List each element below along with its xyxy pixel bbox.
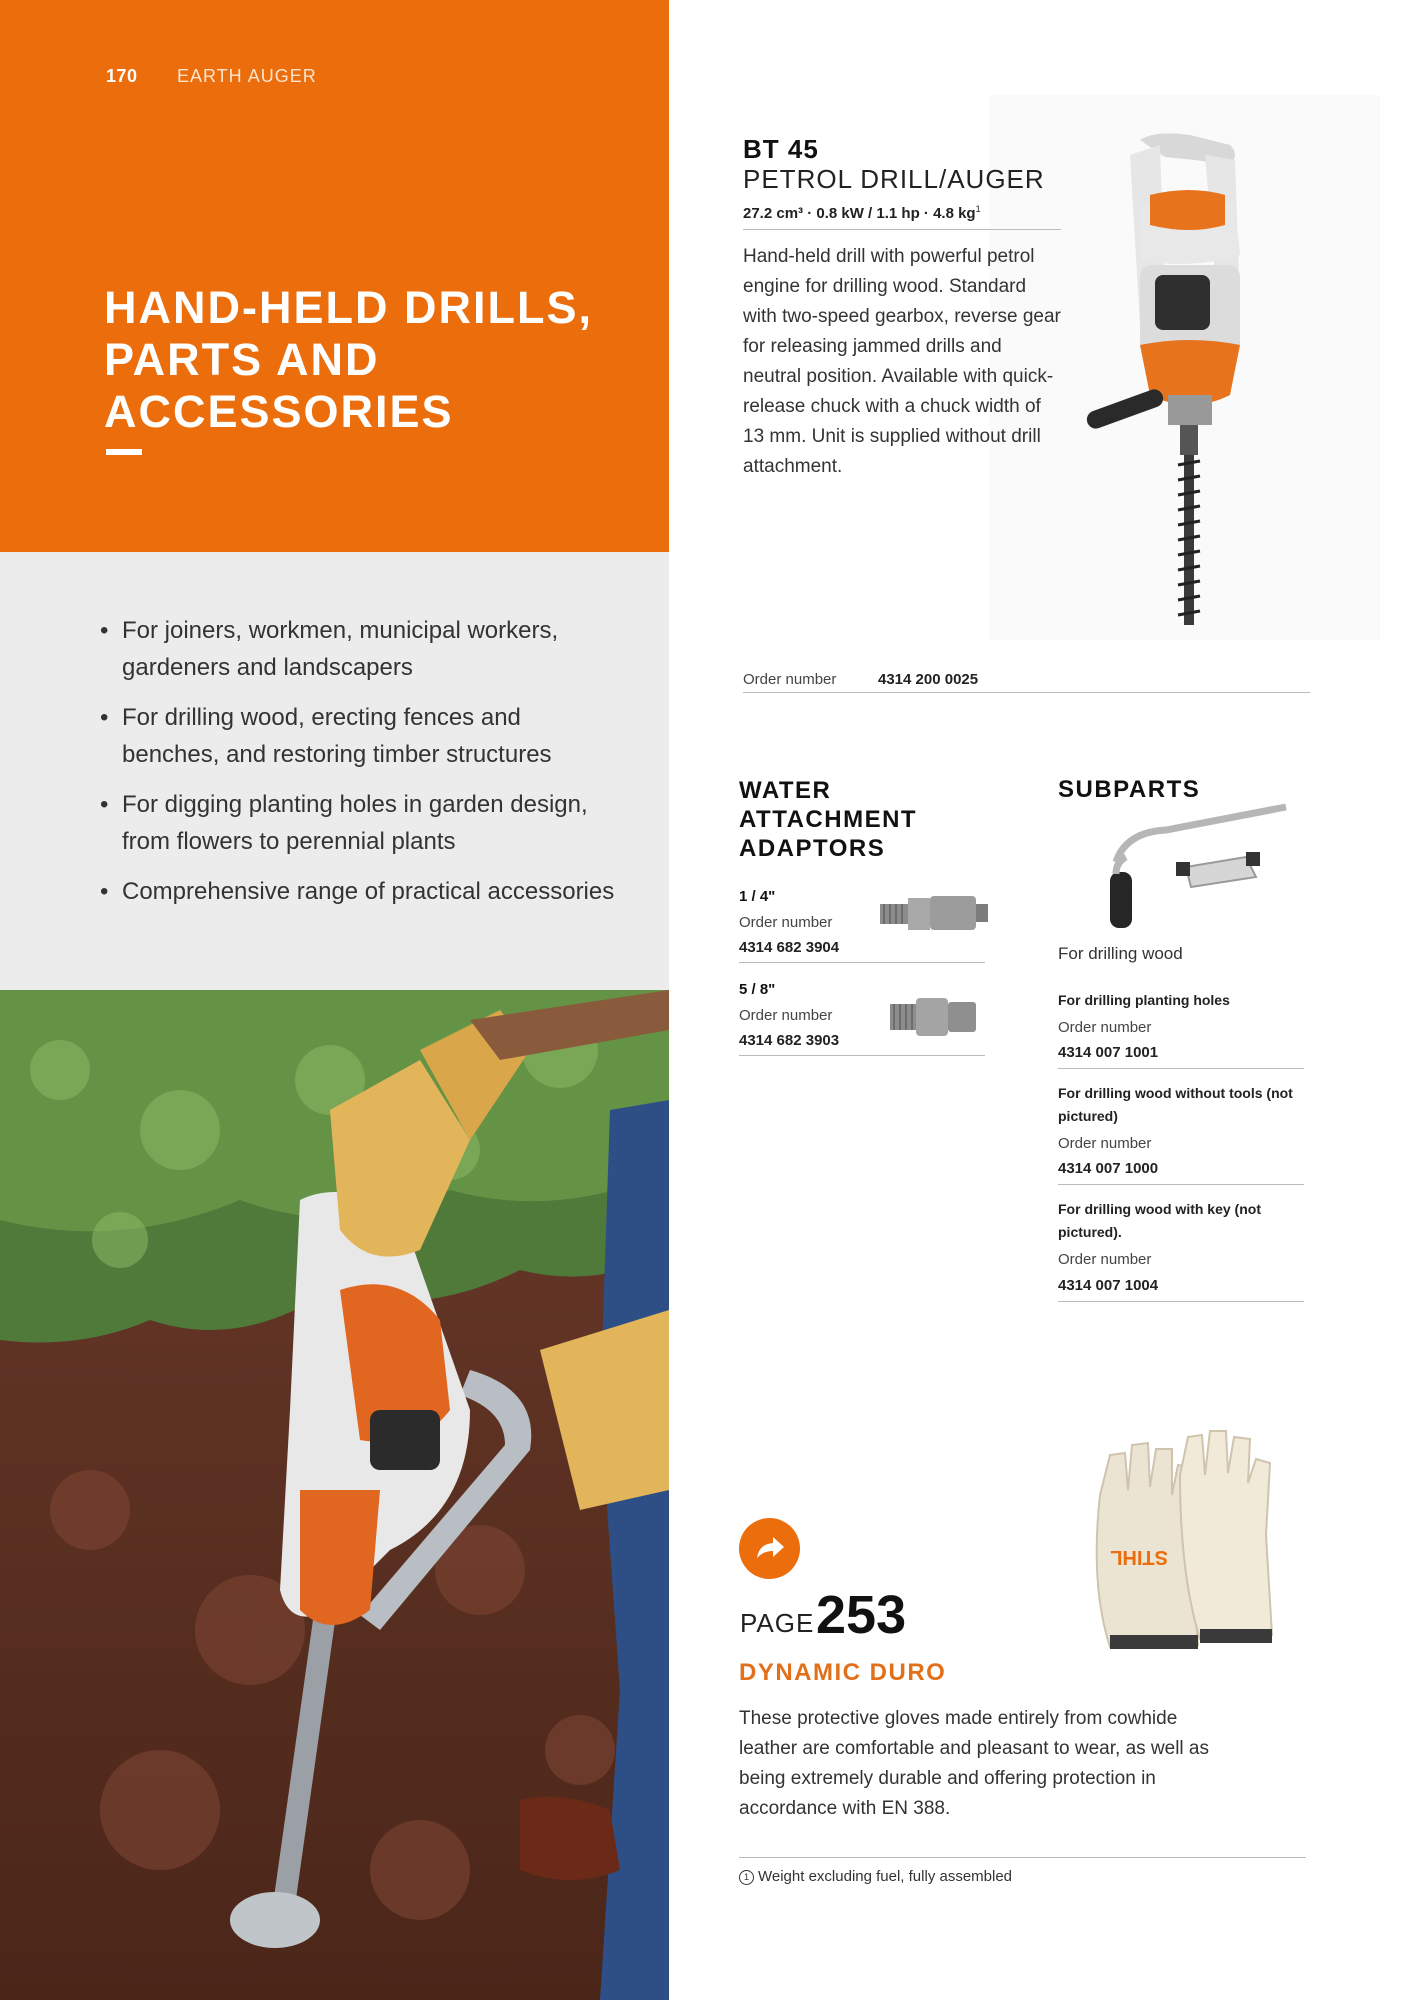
order-label: Order number bbox=[1058, 1251, 1152, 1268]
subpart-handle-image bbox=[1106, 792, 1316, 942]
feature-item: • Comprehensive range of practical accessories bbox=[100, 873, 620, 910]
section-title: EARTH AUGER bbox=[177, 66, 317, 86]
gloves-illustration bbox=[1080, 1425, 1290, 1665]
divider bbox=[739, 962, 985, 963]
order-number: 4314 682 3903 bbox=[739, 1032, 840, 1049]
product-specs: 27.2 cm³ · 0.8 kW / 1.1 hp · 4.8 $kg^1$ bbox=[743, 204, 981, 222]
adaptor-quarter-inch-image bbox=[878, 882, 990, 944]
order-label: Order number bbox=[739, 914, 833, 931]
order-number: 4314 007 1004 bbox=[1058, 1277, 1159, 1294]
dynamic-duro-title: DYNAMIC DURO bbox=[739, 1659, 947, 1686]
divider bbox=[1058, 1184, 1304, 1185]
dynamic-duro-description: These protective gloves made entirely from cowhide leather are comfortable and pleasant to wear, as well as being extremely durable and offering protection in accordance with EN 388. bbox=[739, 1708, 1209, 1819]
order-label: Order number bbox=[1058, 1019, 1152, 1036]
page-ref-label: PAGE bbox=[740, 1608, 815, 1638]
order-label: Order number bbox=[1058, 1135, 1152, 1152]
adaptor-illustration bbox=[878, 882, 990, 944]
footnote-icon: 1 bbox=[739, 1870, 754, 1885]
feature-item: • For drilling wood, erecting fences and benches, and restoring timber structures bbox=[100, 699, 620, 773]
order-label: Order number bbox=[739, 1007, 833, 1024]
adaptor-size: 1 / 4" bbox=[739, 888, 776, 905]
feature-item: • For joiners, workmen, municipal workers, gardeners and landscapers bbox=[100, 612, 620, 686]
divider bbox=[743, 692, 1310, 693]
auger-in-use-illustration bbox=[0, 990, 669, 2000]
footnote-text: Weight excluding fuel, fully assembled bbox=[758, 1868, 1013, 1885]
adaptor-illustration bbox=[878, 986, 990, 1048]
hero-title: HAND-HELD DRILLS, PARTS AND ACCESSORIES bbox=[104, 282, 593, 437]
subpart-title: For drilling planting holes bbox=[1058, 992, 1230, 1008]
hero-underline bbox=[106, 449, 142, 455]
divider bbox=[1058, 1301, 1304, 1302]
glove-brand-text: STIHL bbox=[1110, 1546, 1168, 1568]
subpart-caption: For drilling wood bbox=[1058, 944, 1183, 963]
order-number: 4314 682 3904 bbox=[739, 939, 840, 956]
hero-panel bbox=[0, 0, 669, 552]
divider bbox=[743, 229, 1061, 230]
divider bbox=[739, 1055, 985, 1056]
subparts-title: SUBPARTS bbox=[1058, 776, 1201, 803]
order-number: 4314 200 0025 bbox=[878, 671, 979, 688]
arrow-right-icon bbox=[739, 1518, 800, 1579]
product-description: Hand-held drill with powerful petrol engine for drilling wood. Standard with two-speed gearbox, reverse gear for releasing jammed drills and neutral position. Available with quick-release chuck with a chuck width of 13 mm. Unit is supplied without drill attachment. bbox=[743, 246, 1061, 477]
divider bbox=[1058, 1068, 1304, 1069]
feature-item: • For digging planting holes in garden design, from flowers to perennial plants bbox=[100, 786, 620, 860]
handle-illustration bbox=[1106, 792, 1316, 942]
feature-list bbox=[100, 612, 620, 923]
usage-photo bbox=[0, 990, 669, 2000]
order-label: Order number bbox=[743, 671, 837, 688]
gloves-image bbox=[1080, 1425, 1290, 1665]
page-link-button[interactable] bbox=[739, 1518, 800, 1579]
adaptor-size: 5 / 8" bbox=[739, 981, 776, 998]
page-number: 170 bbox=[106, 66, 138, 86]
adaptor-five-eighths-image bbox=[878, 986, 990, 1048]
footnote bbox=[739, 1868, 1012, 1885]
product-subtitle: PETROL DRILL/AUGER bbox=[743, 164, 1045, 194]
order-number: 4314 007 1000 bbox=[1058, 1160, 1159, 1177]
page-ref-number[interactable]: 253 bbox=[816, 1585, 907, 1645]
water-adaptors-title: WATER ATTACHMENT ADAPTORS bbox=[739, 777, 918, 862]
product-name: BT 45 bbox=[743, 134, 819, 164]
footnote-marker: 1 bbox=[975, 204, 981, 214]
divider bbox=[739, 1857, 1306, 1858]
subpart-title: For drilling wood with key (not pictured). bbox=[1058, 1201, 1261, 1240]
subpart-title: For drilling wood without tools (not pictured) bbox=[1058, 1085, 1293, 1124]
order-number: 4314 007 1001 bbox=[1058, 1044, 1159, 1061]
